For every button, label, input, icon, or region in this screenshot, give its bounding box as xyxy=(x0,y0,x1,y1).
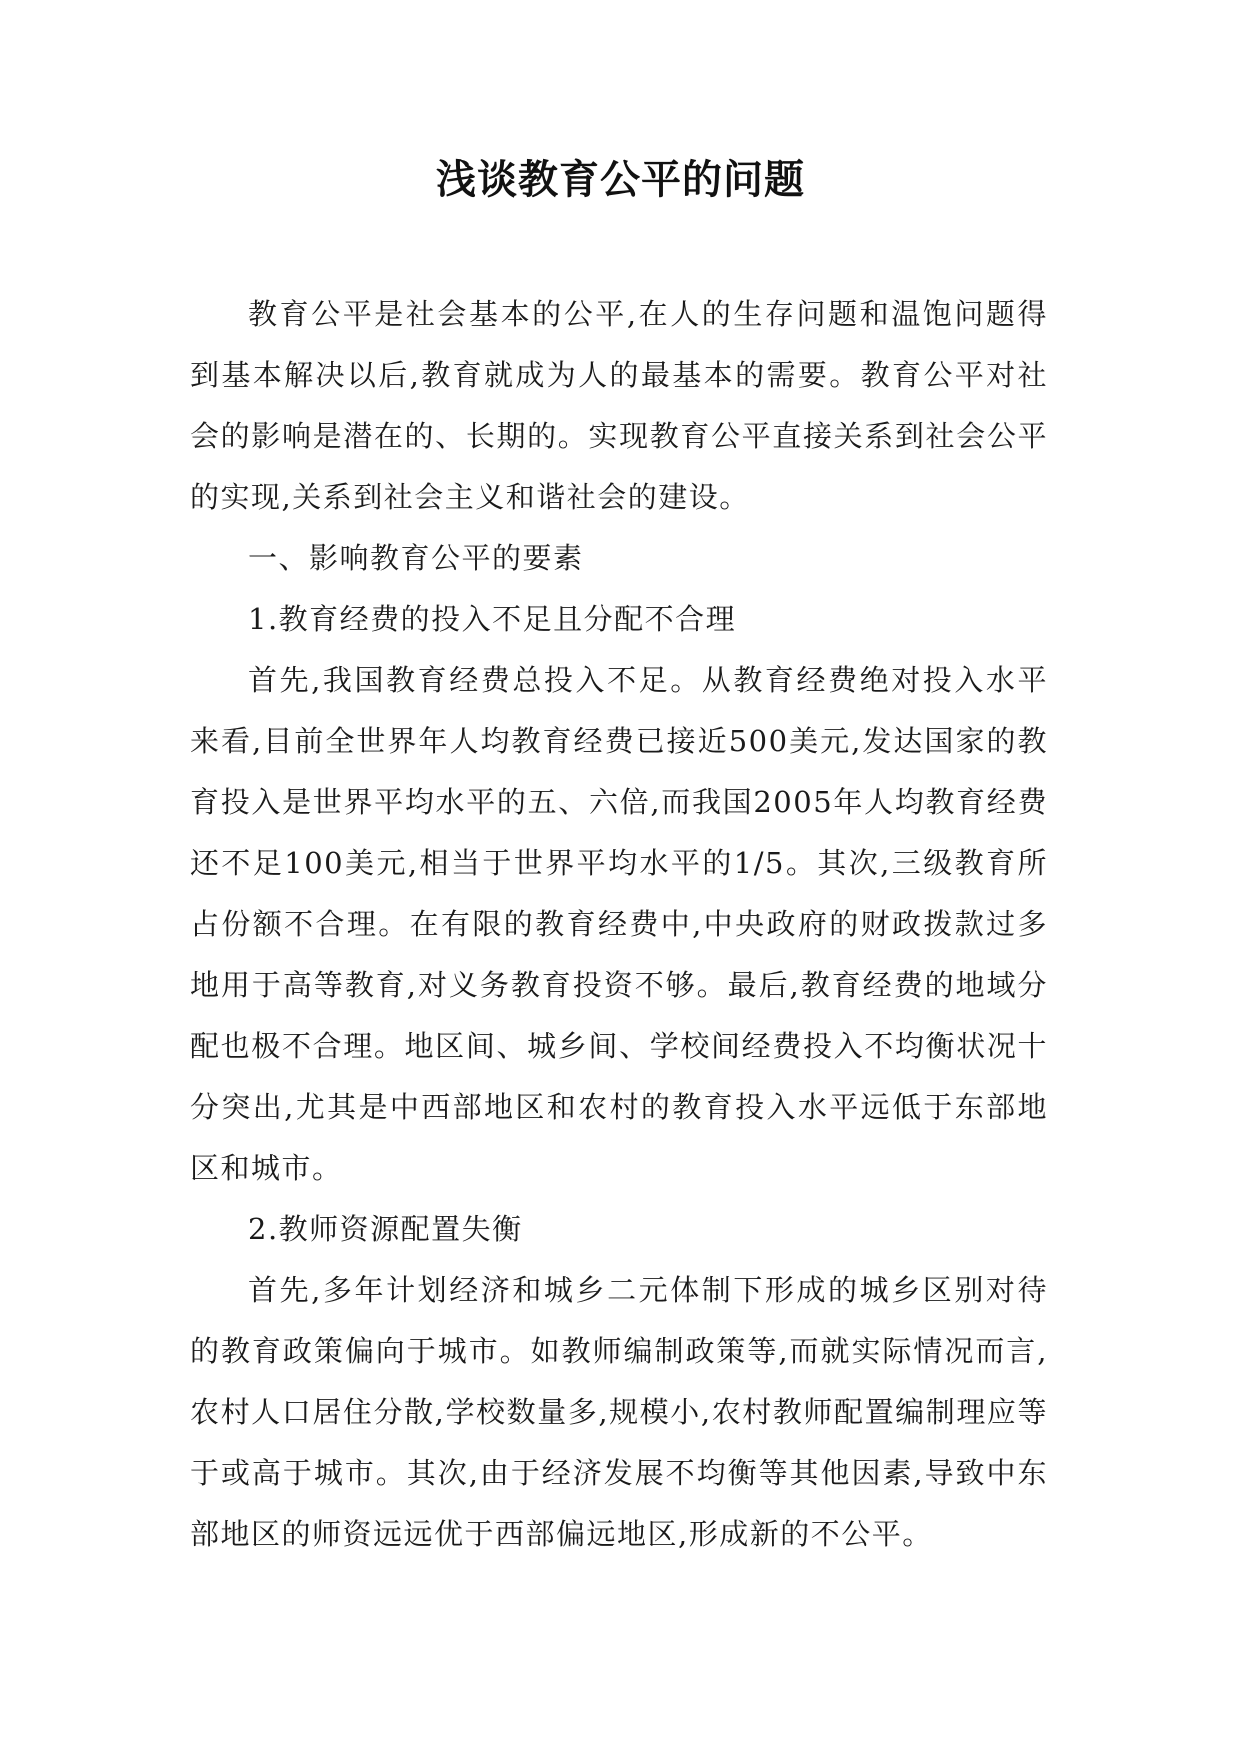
subsection-heading-1: 1.教育经费的投入不足且分配不合理 xyxy=(248,602,737,636)
section-heading-1: 一、影响教育公平的要素 xyxy=(248,541,584,575)
document-title: 浅谈教育公平的问题 xyxy=(436,157,805,203)
paragraph-teachers: 首先,多年计划经济和城乡二元体制下形成的城乡区别对待的教育政策偏向于城市。如教师编制政策等,而就实际情况而言,农村人口居住分散,学校数量多,规模小,农村教师配置编制理应等于或高于城市。其次,由于经济发展不均衡等其他因素,导致中东部地区的师资远远优于西部偏远地区,形成新的不公平。 xyxy=(190,1273,1048,1551)
subsection-heading-2: 2.教师资源配置失衡 xyxy=(248,1212,523,1246)
document-body xyxy=(190,284,1048,1565)
paragraph-intro: 教育公平是社会基本的公平,在人的生存问题和温饱问题得到基本解决以后,教育就成为人的最基本的需要。教育公平对社会的影响是潜在的、长期的。实现教育公平直接关系到社会公平的实现,关系到社会主义和谐社会的建设。 xyxy=(190,297,1048,514)
paragraph-funding: 首先,我国教育经费总投入不足。从教育经费绝对投入水平来看,目前全世界年人均教育经费已接近500美元,发达国家的教育投入是世界平均水平的五、六倍,而我国2005年人均教育经费还不足100美元,相当于世界平均水平的1/5。其次,三级教育所占份额不合理。在有限的教育经费中,中央政府的财政拨款过多地用于高等教育,对义务教育投资不够。最后,教育经费的地域分配也极不合理。地区间、城乡间、学校间经费投入不均衡状况十分突出,尤其是中西部地区和农村的教育投入水平远低于东部地区和城市。 xyxy=(190,663,1048,1185)
